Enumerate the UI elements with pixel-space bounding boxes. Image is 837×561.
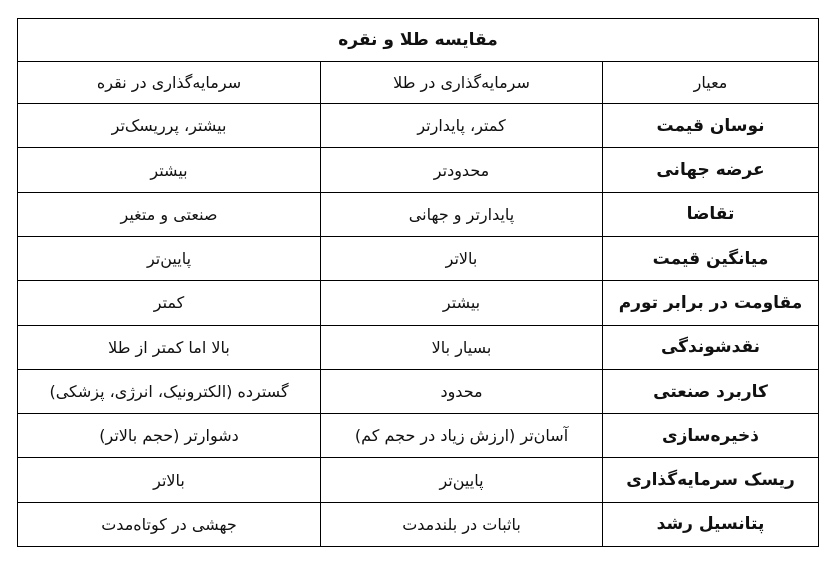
gold-silver-comparison-table	[17, 18, 819, 547]
cell-gold: محدود	[321, 369, 603, 413]
cell-criterion: میانگین قیمت	[603, 237, 819, 281]
cell-gold: پایین‌تر	[321, 458, 603, 502]
cell-criterion: مقاومت در برابر تورم	[603, 281, 819, 325]
table-title: مقایسه طلا و نقره	[18, 19, 819, 62]
header-row	[18, 62, 819, 104]
table-row	[18, 325, 819, 369]
table-row	[18, 148, 819, 192]
table-row	[18, 104, 819, 148]
cell-silver: جهشی در کوتاه‌مدت	[18, 502, 321, 546]
cell-silver: گسترده (الکترونیک، انرژی، پزشکی)	[18, 369, 321, 413]
cell-criterion: نوسان قیمت	[603, 104, 819, 148]
cell-silver: صنعتی و متغیر	[18, 192, 321, 236]
table-row	[18, 414, 819, 458]
title-row	[18, 19, 819, 62]
table-row	[18, 369, 819, 413]
cell-gold: پایدارتر و جهانی	[321, 192, 603, 236]
cell-silver: بالاتر	[18, 458, 321, 502]
cell-gold: بالاتر	[321, 237, 603, 281]
cell-gold: کمتر، پایدارتر	[321, 104, 603, 148]
table-row	[18, 502, 819, 546]
table-row	[18, 281, 819, 325]
header-gold: سرمایه‌گذاری در طلا	[321, 62, 603, 104]
cell-criterion: عرضه جهانی	[603, 148, 819, 192]
table-row	[18, 458, 819, 502]
cell-criterion: کاربرد صنعتی	[603, 369, 819, 413]
header-silver: سرمایه‌گذاری در نقره	[18, 62, 321, 104]
cell-criterion: نقدشوندگی	[603, 325, 819, 369]
cell-silver: پایین‌تر	[18, 237, 321, 281]
cell-gold: آسان‌تر (ارزش زیاد در حجم کم)	[321, 414, 603, 458]
cell-criterion: ذخیره‌سازی	[603, 414, 819, 458]
cell-criterion: پتانسیل رشد	[603, 502, 819, 546]
cell-silver: بیشتر	[18, 148, 321, 192]
cell-silver: بالا اما کمتر از طلا	[18, 325, 321, 369]
cell-criterion: تقاضا	[603, 192, 819, 236]
cell-gold: محدودتر	[321, 148, 603, 192]
cell-gold: بیشتر	[321, 281, 603, 325]
cell-gold: باثبات در بلندمدت	[321, 502, 603, 546]
cell-criterion: ریسک سرمایه‌گذاری	[603, 458, 819, 502]
cell-silver: دشوارتر (حجم بالاتر)	[18, 414, 321, 458]
table-row	[18, 192, 819, 236]
table-row	[18, 237, 819, 281]
cell-silver: کمتر	[18, 281, 321, 325]
comparison-table-container	[17, 18, 818, 547]
header-criterion: معیار	[603, 62, 819, 104]
cell-silver: بیشتر، پرریسک‌تر	[18, 104, 321, 148]
cell-gold: بسیار بالا	[321, 325, 603, 369]
